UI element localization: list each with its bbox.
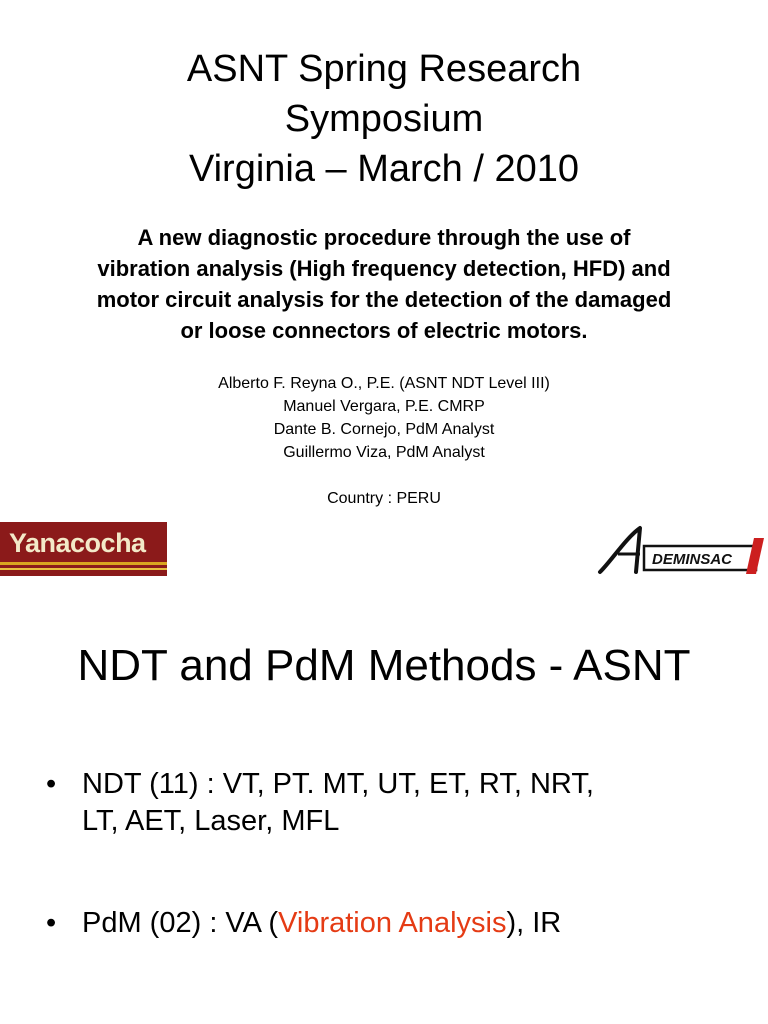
subtitle-line: vibration analysis (High frequency detection, HFD) and [97, 256, 671, 281]
ademinsac-logo [596, 524, 768, 576]
author-list [0, 372, 768, 464]
yanacocha-logo [0, 522, 167, 576]
bullet-pdm [46, 905, 746, 942]
slide-heading: NDT and PdM Methods - ASNT [77, 641, 691, 690]
author: Guillermo Viza, PdM Analyst [283, 444, 485, 461]
vibration-analysis-highlight: Vibration Analysis [278, 907, 507, 939]
bullet-dot: • [46, 768, 57, 800]
logo-stripe [0, 562, 167, 565]
bullet-text [82, 766, 746, 840]
author: Alberto F. Reyna O., P.E. (ASNT NDT Level III) [218, 375, 550, 392]
title-line-1: ASNT Spring Research [186, 48, 582, 90]
bullet-dot: • [46, 907, 57, 939]
ademinsac-logo-text: DEMINSAC [652, 551, 733, 568]
subtitle-line: or loose connectors of electric motors. [180, 318, 588, 343]
bullet-prefix: PdM (02) : VA ( [82, 907, 279, 939]
bullet-line: LT, AET, Laser, MFL [82, 805, 340, 837]
logo-stripe [0, 568, 167, 570]
title-line-2: Symposium [284, 98, 484, 140]
title-line-3: Virginia – March / 2010 [188, 148, 580, 190]
yanacocha-logo-text: Yanacocha [9, 528, 146, 558]
bullet-line [82, 905, 746, 942]
bullet-text [82, 905, 746, 942]
author: Dante B. Cornejo, PdM Analyst [273, 421, 495, 438]
logo-a-stroke [600, 528, 640, 572]
bullet-ndt [46, 766, 746, 840]
subtitle-line: A new diagnostic procedure through the use of [137, 225, 631, 250]
bullet-suffix: ), IR [506, 907, 562, 939]
subtitle-line: motor circuit analysis for the detection of the damaged [96, 287, 672, 312]
bullet-line: NDT (11) : VT, PT. MT, UT, ET, RT, NRT, [82, 768, 594, 800]
author: Manuel Vergara, P.E. CMRP [283, 398, 485, 415]
country: Country : PERU [327, 490, 441, 507]
paper-subtitle [30, 222, 738, 346]
slide-methods [0, 600, 768, 1024]
